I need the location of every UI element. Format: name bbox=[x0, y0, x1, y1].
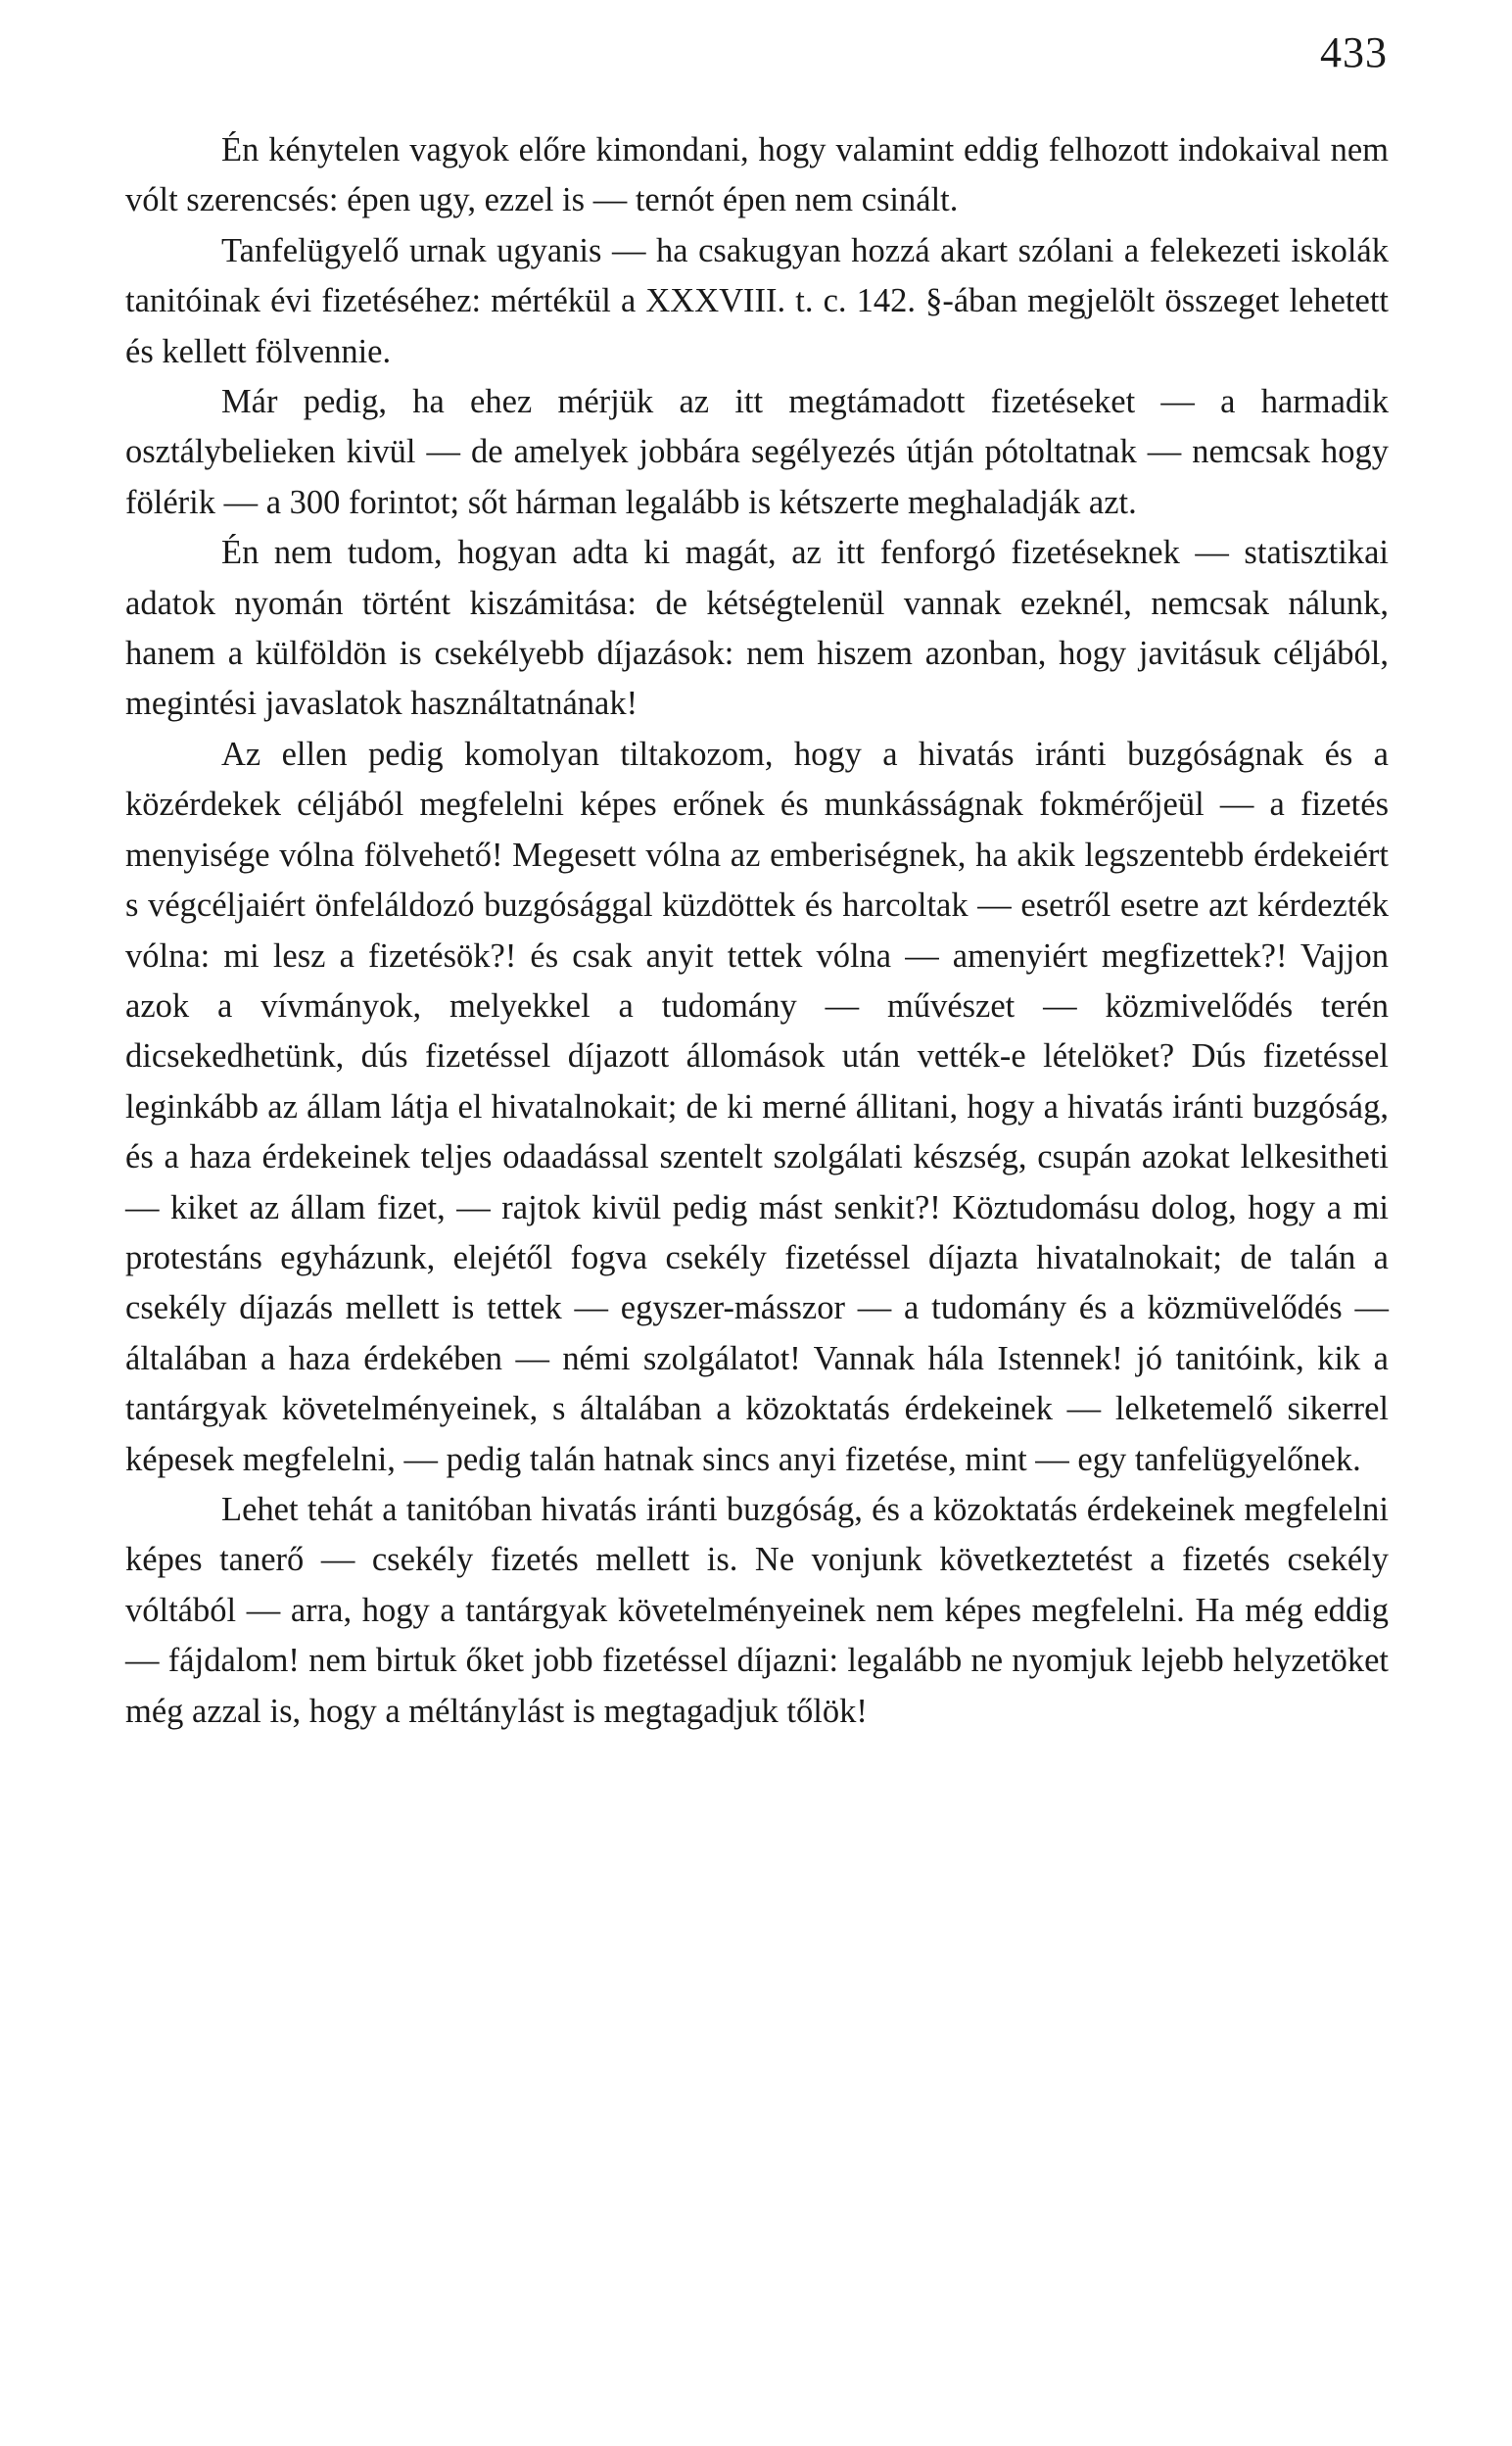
paragraph-5: Az ellen pedig komolyan tiltakozom, hogy a hivatás iránti buzgóságnak és a közérdekek céljából megfelelni képes erőnek és munkásságnak fokmérőjeül — a fizetés menyisége vólna fölvehető! Megesett vólna az emberiségnek, ha akik legszentebb érdekeiért s végcéljaiért önfeláldozó buzgósággal küzdöttek és harcoltak — esetről esetre azt kérdezték vólna: mi lesz a fizetésök?! és csak anyit tettek vólna — amenyiért megfizettek?! Vajjon azok a vívmányok, melyekkel a tudomány — művészet — közmivelődés terén dicsekedhetünk, dús fizetéssel díjazott állomások után vették-e lételöket? Dús fizetéssel leginkább az állam látja el hivatalnokait; de ki merné állitani, hogy a hivatás iránti buzgóság, és a haza érdekeinek teljes odaadással szentelt szolgálati készség, csupán azokat lelkesitheti — kiket az állam fizet, — rajtok kivül pedig mást senkit?! Köztudomásu dolog, hogy a mi protestáns egyházunk, elejétől fogva csekély fizetéssel díjazta hivatalnokait; de talán a csekély díjazás mellett is tettek — egyszer-másszor — a tudomány és a közmüvelődés — általában a haza érdekében — némi szolgálatot! Vannak hála Istennek! jó tanitóink, kik a tantárgyak követelményeinek, s általában a közoktatás érdekeinek — lelketemelő sikerrel képesek megfelelni, — pedig talán hatnak sincs anyi fizetése, mint — egy tanfelügyelőnek. bbox=[125, 735, 1389, 1478]
paragraph-1: Én kénytelen vagyok előre kimondani, hogy valamint eddig felhozott indokaival nem vólt szerencsés: épen ugy, ezzel is — ternót épen nem csinált. bbox=[125, 131, 1389, 219]
paragraph-2: Tanfelügyelő urnak ugyanis — ha csakugyan hozzá akart szólani a felekezeti iskolák tanitóinak évi fizetéséhez: mértékül a XXXVIII. t. c. 142. §-ában megjelölt összeget lehetett és kellett fölvennie. bbox=[125, 231, 1389, 370]
body-text bbox=[125, 125, 1389, 1737]
page-number: 433 bbox=[1320, 28, 1388, 76]
paragraph-4: Én nem tudom, hogyan adta ki magát, az itt fenforgó fizetéseknek — statisztikai adatok nyomán történt kiszámitása: de kétségtelenül vannak ezeknél, nemcsak nálunk, hanem a külföldön is csekélyebb díjazások: nem hiszem azonban, hogy javitásuk céljából, megintési javaslatok használtatnának! bbox=[125, 534, 1389, 723]
paragraph-3: Már pedig, ha ehez mérjük az itt megtámadott fizetéseket — a harmadik osztálybelieken kivül — de amelyek jobbára segélyezés útján pótoltatnak — nemcsak hogy fölérik — a 300 forintot; sőt hárman legalább is kétszerte meghaladják azt. bbox=[125, 383, 1389, 521]
paragraph-6: Lehet tehát a tanitóban hivatás iránti buzgóság, és a közoktatás érdekeinek megfelelni képes tanerő — csekély fizetés mellett is. Ne vonjunk következtetést a fizetés csekély vóltából — arra, hogy a tantárgyak követelményeinek nem képes megfelelni. Ha még eddig — fájdalom! nem birtuk őket jobb fizetéssel díjazni: legalább ne nyomjuk lejebb helyzetöket még azzal is, hogy a méltánylást is megtagadjuk tőlök! bbox=[125, 1490, 1389, 1730]
